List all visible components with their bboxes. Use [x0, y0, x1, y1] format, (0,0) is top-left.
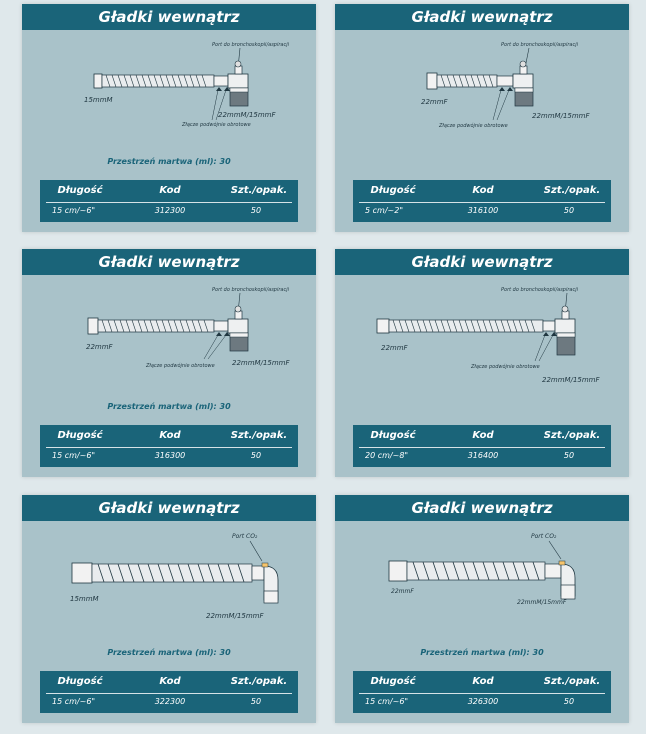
swivel-label: Złącze podwójnie obrotowe [439, 123, 508, 129]
port-label: Port do bronchoskopii/aspiracji [501, 287, 579, 293]
header-qty: Szt./opak. [543, 676, 601, 687]
product-card-312300 [22, 4, 316, 232]
catheter-mount-diagram [335, 521, 629, 646]
cell-code: 322300 [154, 697, 186, 706]
spec-header [40, 671, 298, 693]
header-code: Kod [472, 676, 494, 687]
header-qty: Szt./opak. [230, 676, 288, 687]
header-code: Kod [159, 185, 181, 196]
header-length: Długość [57, 185, 103, 196]
header-code: Kod [472, 430, 494, 441]
spec-row [46, 202, 292, 221]
product-card-316400 [335, 249, 629, 477]
catheter-mount-diagram [335, 275, 629, 400]
cell-qty: 50 [563, 206, 575, 215]
catheter-mount-diagram [335, 30, 629, 155]
left-size-label: 22mmF [381, 344, 408, 352]
catheter-mount-diagram [22, 521, 316, 646]
dead-space: Przestrzeń martwa (ml): 30 [107, 157, 231, 166]
port-label: Port do bronchoskopii/aspiracji [501, 42, 579, 48]
card-title: Gładki wewnątrz [335, 249, 629, 275]
catheter-mount-illustration [335, 521, 629, 646]
spec-row [359, 447, 605, 466]
spec-row [46, 447, 292, 466]
cell-code: 316300 [154, 451, 186, 460]
header-code: Kod [159, 676, 181, 687]
product-card-316300 [22, 249, 316, 477]
catheter-mount-illustration [22, 275, 316, 400]
card-title: Gładki wewnątrz [22, 495, 316, 521]
catheter-mount-illustration [22, 521, 316, 646]
spec-table [40, 180, 298, 222]
header-length: Długość [370, 185, 416, 196]
header-qty: Szt./opak. [543, 185, 601, 196]
port-label: Port CO₂ [531, 533, 557, 540]
catheter-mount-diagram [22, 30, 316, 155]
spec-row [359, 693, 605, 712]
spec-header [353, 671, 611, 693]
swivel-label: Złącze podwójnie obrotowe [471, 364, 540, 370]
cell-length: 15 cm/~6" [365, 697, 409, 706]
cell-length: 15 cm/~6" [52, 697, 96, 706]
cell-code: 316400 [467, 451, 499, 460]
card-title: Gładki wewnątrz [22, 249, 316, 275]
spec-header [353, 180, 611, 202]
header-qty: Szt./opak. [230, 430, 288, 441]
port-label: Port do bronchoskopii/aspiracji [212, 42, 290, 48]
spec-header [40, 180, 298, 202]
header-qty: Szt./opak. [230, 185, 288, 196]
product-card-322300 [22, 495, 316, 723]
cell-length: 15 cm/~6" [52, 206, 96, 215]
cell-code: 312300 [154, 206, 186, 215]
spec-table [353, 671, 611, 713]
catheter-mount-illustration [335, 275, 629, 400]
cell-code: 326300 [467, 697, 499, 706]
catheter-mount-diagram [22, 275, 316, 400]
spec-table [353, 425, 611, 467]
spec-header [40, 425, 298, 447]
left-size-label: 22mmF [391, 588, 414, 595]
spec-table [353, 180, 611, 222]
cell-length: 20 cm/~8" [365, 451, 409, 460]
catheter-mount-illustration [22, 30, 316, 155]
left-size-label: 22mmF [421, 98, 448, 106]
cell-qty: 50 [250, 451, 262, 460]
header-length: Długość [370, 676, 416, 687]
header-qty: Szt./opak. [543, 430, 601, 441]
card-title: Gładki wewnątrz [335, 495, 629, 521]
spec-row [359, 202, 605, 221]
header-code: Kod [472, 185, 494, 196]
cell-code: 316100 [467, 206, 499, 215]
spec-header [353, 425, 611, 447]
spec-table [40, 425, 298, 467]
right-size-label: 22mmM/15mmF [206, 612, 264, 620]
right-size-label: 22mmM/15mmF [542, 376, 600, 384]
left-size-label: 15mmM [70, 595, 99, 603]
dead-space: Przestrzeń martwa (ml): 30 [420, 648, 544, 657]
cell-qty: 50 [563, 697, 575, 706]
spec-row [46, 693, 292, 712]
cell-length: 15 cm/~6" [52, 451, 96, 460]
cell-length: 5 cm/~2" [365, 206, 403, 215]
catheter-mount-illustration [335, 30, 629, 155]
cell-qty: 50 [250, 206, 262, 215]
port-label: Port CO₂ [232, 533, 258, 540]
swivel-label: Złącze podwójnie obrotowe [146, 363, 215, 369]
header-code: Kod [159, 430, 181, 441]
product-card-316100 [335, 4, 629, 232]
header-length: Długość [57, 676, 103, 687]
swivel-label: Złącze podwójnie obrotowe [182, 122, 251, 128]
card-title: Gładki wewnątrz [335, 4, 629, 30]
header-length: Długość [370, 430, 416, 441]
right-size-label: 22mmM/15mmF [517, 599, 567, 606]
header-length: Długość [57, 430, 103, 441]
left-size-label: 15mmM [84, 96, 113, 104]
right-size-label: 22mmM/15mmF [232, 359, 290, 367]
product-card-326300 [335, 495, 629, 723]
left-size-label: 22mmF [86, 343, 113, 351]
card-title: Gładki wewnątrz [22, 4, 316, 30]
port-label: Port do bronchoskopii/aspiracji [212, 287, 290, 293]
spec-table [40, 671, 298, 713]
dead-space: Przestrzeń martwa (ml): 30 [107, 648, 231, 657]
cell-qty: 50 [250, 697, 262, 706]
right-size-label: 22mmM/15mmF [218, 111, 276, 119]
dead-space: Przestrzeń martwa (ml): 30 [107, 402, 231, 411]
cell-qty: 50 [563, 451, 575, 460]
right-size-label: 22mmM/15mmF [532, 112, 590, 120]
